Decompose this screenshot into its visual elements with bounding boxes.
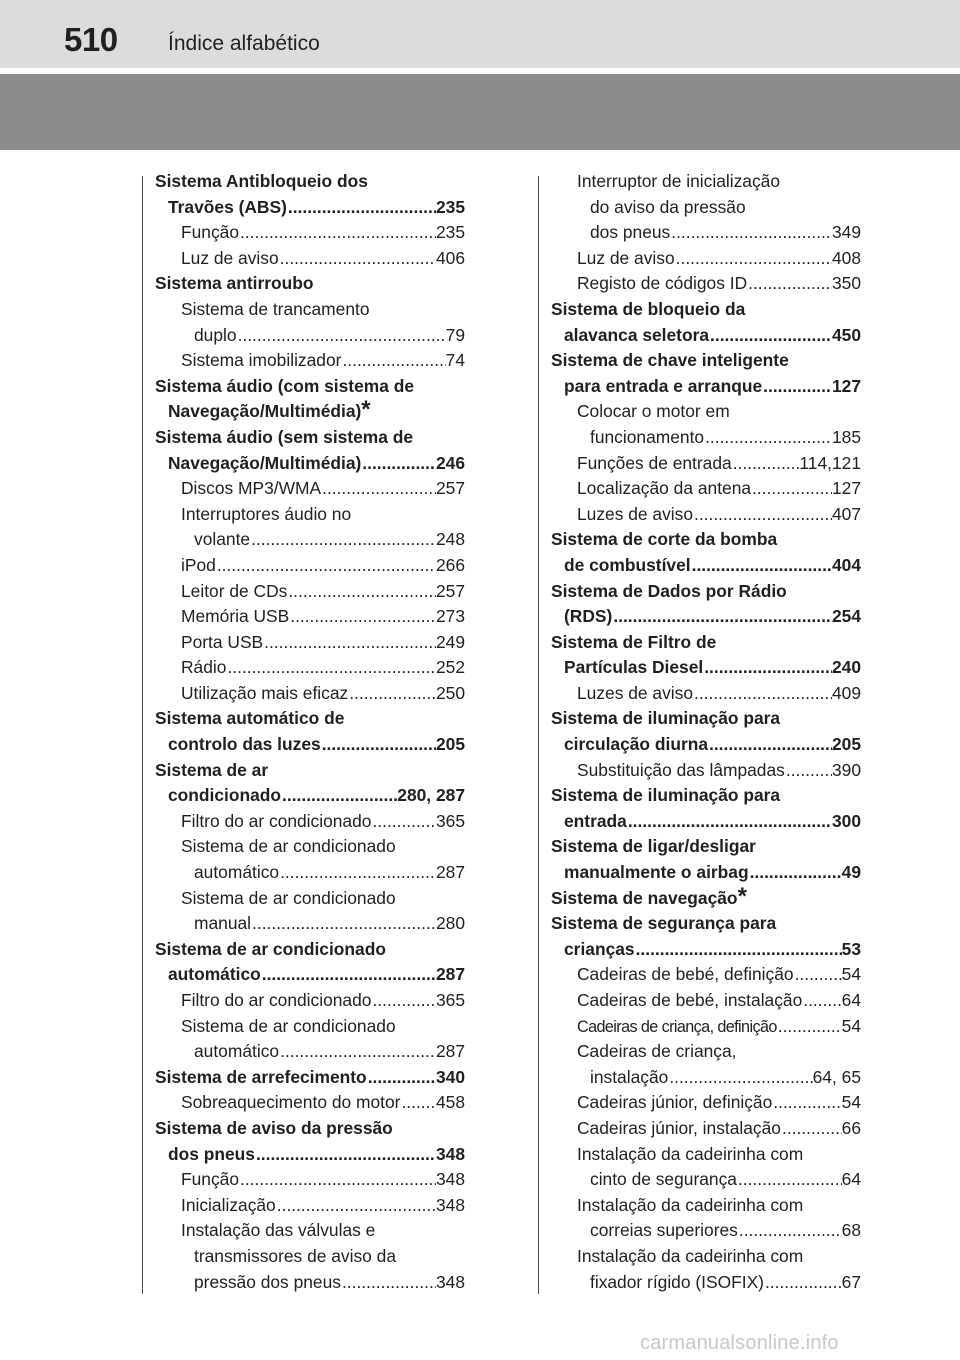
index-entry-text: Luz de aviso bbox=[181, 247, 279, 268]
leader-dots bbox=[772, 1090, 841, 1116]
leader-dots bbox=[781, 1116, 842, 1142]
index-entry-text: Sistema de arrefecimento bbox=[155, 1066, 367, 1087]
leader-dots bbox=[371, 809, 436, 835]
index-entry-page: 205 bbox=[435, 734, 465, 755]
leader-dots bbox=[764, 1270, 842, 1296]
leader-dots bbox=[668, 1065, 812, 1091]
index-entry-page: 408 bbox=[831, 247, 861, 268]
index-entry-text: Sistema antirroubo bbox=[155, 273, 314, 294]
header-band bbox=[0, 74, 960, 150]
index-entry-text: Sistema áudio (sem sistema de bbox=[155, 426, 414, 447]
index-entry-text: Função bbox=[181, 222, 240, 243]
leader-dots bbox=[675, 246, 832, 272]
leader-dots bbox=[691, 553, 832, 579]
leader-dots bbox=[802, 988, 841, 1014]
index-entry bbox=[155, 937, 465, 963]
index-entry-text: automático bbox=[194, 1041, 280, 1062]
index-entry-text: transmissores de aviso da bbox=[194, 1245, 397, 1266]
leader-dots bbox=[709, 323, 832, 349]
index-entry-page: 53 bbox=[841, 938, 861, 959]
index-entry bbox=[551, 834, 861, 860]
index-entry-text: Interruptores áudio no bbox=[181, 503, 352, 524]
index-entry-page: 254 bbox=[831, 606, 861, 627]
index-entry-page: 340 bbox=[435, 1066, 465, 1087]
index-entry-page: 406 bbox=[435, 247, 465, 268]
index-entry-text: Filtro do ar condicionado bbox=[181, 810, 372, 831]
leader-dots bbox=[250, 527, 436, 553]
index-entry-text: Sistema de ar condicionado bbox=[181, 1015, 396, 1036]
index-entry-text: fixador rígido (ISOFIX) bbox=[590, 1271, 764, 1292]
leader-dots bbox=[670, 220, 832, 246]
index-entry-page: 64, 65 bbox=[812, 1066, 861, 1087]
index-entry-text: manualmente o airbag bbox=[564, 862, 749, 883]
index-entry-text: do aviso da pressão bbox=[590, 196, 746, 217]
index-entry bbox=[551, 783, 861, 809]
index-entry bbox=[155, 502, 465, 528]
index-entry-text: Sistema de ar condicionado bbox=[181, 887, 396, 908]
leader-dots bbox=[279, 860, 436, 886]
index-entry-text: crianças bbox=[564, 938, 635, 959]
index-entry bbox=[155, 1116, 465, 1142]
index-entry-page: 349 bbox=[831, 222, 861, 243]
index-entry-page: 240 bbox=[831, 657, 861, 678]
leader-dots bbox=[693, 681, 832, 707]
index-entry-text: Sistema de ar condicionado bbox=[155, 938, 386, 959]
index-entry bbox=[155, 220, 465, 246]
leader-dots bbox=[777, 1014, 842, 1040]
index-entry bbox=[155, 604, 465, 630]
index-entry bbox=[155, 655, 465, 681]
index-entry-text: Sistema imobilizador bbox=[181, 350, 342, 371]
section-title: Índice alfabético bbox=[168, 32, 320, 55]
index-entry-text: Inicialização bbox=[181, 1194, 276, 1215]
index-entry bbox=[155, 323, 465, 349]
index-entry-page: 257 bbox=[435, 580, 465, 601]
index-entry bbox=[155, 297, 465, 323]
index-entry-text: Sistema de iluminação para bbox=[551, 708, 781, 729]
index-entry-page: 64 bbox=[841, 990, 861, 1010]
index-entry-text: volante bbox=[194, 529, 251, 550]
leader-dots bbox=[279, 246, 436, 272]
index-entry-text: condicionado bbox=[168, 785, 282, 806]
leader-dots bbox=[251, 911, 436, 937]
index-entry bbox=[155, 1167, 465, 1193]
index-entry bbox=[155, 195, 465, 221]
index-entry-page: 348 bbox=[435, 1194, 465, 1215]
index-entry-page: 266 bbox=[435, 554, 465, 575]
leader-dots bbox=[704, 425, 832, 451]
index-entry-text: Sistema de iluminação para bbox=[551, 785, 781, 806]
leader-dots bbox=[341, 1270, 436, 1296]
leader-dots bbox=[239, 220, 436, 246]
index-entry bbox=[551, 220, 861, 246]
leader-dots bbox=[287, 195, 436, 221]
index-entry-text: pressão dos pneus bbox=[194, 1271, 341, 1292]
index-entry bbox=[155, 911, 465, 937]
index-entry bbox=[155, 1014, 465, 1040]
index-entry bbox=[551, 758, 861, 784]
index-entry-text: circulação diurna bbox=[564, 734, 709, 755]
leader-dots bbox=[276, 1193, 436, 1219]
leader-dots bbox=[281, 783, 397, 809]
index-entry-text: de combustível bbox=[564, 554, 691, 575]
index-entry bbox=[551, 732, 861, 758]
index-column-right bbox=[551, 169, 861, 1295]
leader-dots bbox=[708, 732, 832, 758]
index-entry-text: Interruptor de inicialização bbox=[577, 171, 780, 191]
index-entry-page: 407 bbox=[831, 503, 861, 524]
index-entry-page: 350 bbox=[831, 273, 861, 294]
index-entry-text: Utilização mais eficaz bbox=[181, 682, 349, 703]
leader-dots bbox=[400, 1090, 436, 1116]
index-entry-text: Sistema de ar bbox=[155, 759, 269, 780]
index-entry bbox=[155, 783, 465, 809]
index-entry bbox=[551, 911, 861, 937]
index-entry-text: Partículas Diesel bbox=[564, 657, 704, 678]
index-entry bbox=[155, 630, 465, 656]
index-entry-text: Navegação/Multimédia) bbox=[168, 401, 362, 422]
index-entry-text: Cadeiras júnior, instalação bbox=[577, 1117, 781, 1138]
index-entry-page: 348 bbox=[435, 1143, 465, 1164]
index-entry-text: automático bbox=[194, 862, 280, 883]
index-entry bbox=[155, 271, 465, 297]
index-entry-text: Travões (ABS) bbox=[168, 196, 287, 217]
index-entry-text: Sistema de ar condicionado bbox=[181, 836, 396, 857]
header-bar bbox=[0, 0, 960, 68]
index-entry bbox=[155, 809, 465, 835]
index-entry-text: Sistema de ligar/desligar bbox=[551, 836, 756, 857]
leader-dots bbox=[703, 655, 832, 681]
leader-dots bbox=[738, 1218, 842, 1244]
index-entry-text: Sobreaquecimento do motor bbox=[181, 1092, 401, 1113]
index-entry bbox=[155, 553, 465, 579]
index-entry-text: manual bbox=[194, 913, 252, 934]
index-entry-text: controlo das luzes bbox=[168, 734, 321, 755]
index-entry bbox=[551, 937, 861, 963]
index-entry bbox=[155, 706, 465, 732]
leader-dots bbox=[367, 1065, 436, 1091]
index-entry-text: para entrada e arranque bbox=[564, 375, 763, 396]
leader-dots bbox=[255, 1142, 436, 1168]
column-rule-left bbox=[142, 176, 143, 1294]
index-entry-page: 273 bbox=[435, 606, 465, 627]
index-entry-text: Sistema de navegação bbox=[551, 887, 738, 908]
index-entry bbox=[551, 502, 861, 528]
leader-dots bbox=[216, 553, 436, 579]
leader-dots bbox=[348, 681, 436, 707]
index-entry-text: Sistema de Dados por Rádio bbox=[551, 580, 787, 601]
index-entry-text: automático bbox=[168, 964, 261, 985]
index-entry bbox=[155, 886, 465, 912]
index-entry bbox=[155, 1244, 465, 1270]
index-entry-text: Rádio bbox=[181, 657, 227, 678]
index-entry bbox=[551, 1218, 861, 1244]
index-entry bbox=[551, 630, 861, 656]
index-entry-page: 287 bbox=[435, 1041, 465, 1062]
index-entry-text: Instalação da cadeirinha com bbox=[577, 1143, 804, 1164]
index-entry bbox=[551, 271, 861, 297]
index-entry bbox=[155, 1218, 465, 1244]
leader-dots bbox=[341, 348, 445, 374]
index-entry bbox=[155, 527, 465, 553]
leader-dots bbox=[794, 962, 842, 988]
index-entry bbox=[551, 399, 861, 425]
index-entry-text: Funções de entrada bbox=[577, 452, 732, 473]
index-entry-text: iPod bbox=[181, 554, 216, 575]
index-entry-text: funcionamento bbox=[590, 426, 705, 447]
index-entry bbox=[551, 1065, 861, 1091]
index-entry-page: 348 bbox=[435, 1169, 465, 1190]
index-entry-text: (RDS) bbox=[564, 606, 613, 627]
index-entry bbox=[551, 579, 861, 605]
leader-dots bbox=[732, 451, 800, 477]
index-entry bbox=[551, 527, 861, 553]
index-entry-page: 390 bbox=[831, 759, 861, 780]
index-entry-text: Sistema automático de bbox=[155, 708, 345, 729]
index-entry-text: Registo de códigos ID bbox=[577, 273, 748, 294]
index-entry bbox=[155, 451, 465, 477]
index-entry: Sistema de navegação * bbox=[551, 885, 747, 910]
index-entry-page: 68 bbox=[841, 1220, 861, 1241]
index-entry-text: Instalação das válvulas e bbox=[181, 1220, 376, 1241]
leader-dots bbox=[239, 1167, 436, 1193]
index-entry-page: 127 bbox=[831, 375, 861, 396]
index-entry bbox=[551, 1014, 861, 1040]
index-entry-text: Luzes de aviso bbox=[577, 682, 694, 703]
index-entry-text: Instalação da cadeirinha com bbox=[577, 1194, 804, 1215]
leader-dots bbox=[371, 988, 436, 1014]
index-entry bbox=[551, 962, 861, 988]
index-entry-text: Substituição das lâmpadas bbox=[577, 759, 785, 780]
index-entry-text: dos pneus bbox=[590, 222, 671, 243]
index-entry-page: 114,121 bbox=[799, 452, 861, 473]
leader-dots bbox=[612, 604, 832, 630]
index-entry bbox=[155, 374, 465, 400]
index-entry-text: Sistema de aviso da pressão bbox=[155, 1117, 393, 1138]
index-entry-page: 54 bbox=[841, 1092, 861, 1113]
index-entry-page: 49 bbox=[841, 862, 861, 883]
index-entry bbox=[155, 758, 465, 784]
leader-dots bbox=[287, 579, 436, 605]
index-entry bbox=[551, 323, 861, 349]
index-entry-page: 280 bbox=[435, 913, 465, 934]
index-entry-text: Luz de aviso bbox=[577, 247, 675, 268]
index-entry bbox=[155, 579, 465, 605]
index-entry-text: cinto de segurança bbox=[590, 1169, 737, 1190]
index-entry bbox=[551, 451, 861, 477]
leader-dots bbox=[762, 374, 832, 400]
leader-dots bbox=[635, 937, 842, 963]
index-entry-page: 409 bbox=[831, 682, 861, 703]
index-entry-page: 127 bbox=[831, 478, 861, 499]
index-entry bbox=[155, 169, 465, 195]
index-entry-page: 79 bbox=[445, 324, 465, 345]
leader-dots bbox=[751, 476, 832, 502]
index-entry bbox=[551, 1039, 861, 1065]
index-entry-page: 54 bbox=[841, 1015, 861, 1036]
index-entry-text: Sistema áudio (com sistema de bbox=[155, 375, 415, 396]
leader-dots bbox=[237, 323, 446, 349]
index-entry-text: Cadeiras de bebé, definição bbox=[577, 964, 794, 985]
index-entry-text: Sistema Antibloqueio dos bbox=[155, 171, 368, 191]
index-entry bbox=[551, 297, 861, 323]
index-entry-page: 280, 287 bbox=[397, 785, 465, 806]
index-entry-text: instalação bbox=[590, 1066, 669, 1087]
index-entry-text: Sistema de trancamento bbox=[181, 298, 370, 319]
index-entry bbox=[551, 809, 861, 835]
leader-dots bbox=[693, 502, 832, 528]
index-entry-page: 458 bbox=[435, 1092, 465, 1113]
index-entry-page: 300 bbox=[831, 810, 861, 831]
index-entry-text: Cadeiras de criança, bbox=[577, 1041, 737, 1062]
index-entry-text: Instalação da cadeirinha com bbox=[577, 1245, 804, 1266]
index-entry-page: 248 bbox=[435, 529, 465, 550]
index-entry bbox=[155, 1065, 465, 1091]
index-entry bbox=[551, 169, 861, 195]
index-entry bbox=[551, 681, 861, 707]
index-entry bbox=[155, 834, 465, 860]
index-entry-text: Memória USB bbox=[181, 606, 290, 627]
index-entry bbox=[551, 1142, 861, 1168]
index-entry-text: Discos MP3/WMA bbox=[181, 478, 322, 499]
index-entry-page: 404 bbox=[831, 554, 861, 575]
index-entry bbox=[155, 246, 465, 272]
index-entry bbox=[155, 1142, 465, 1168]
index-entry bbox=[551, 988, 861, 1014]
index-entry-page: 67 bbox=[841, 1271, 861, 1292]
index-entry-page: 249 bbox=[435, 631, 465, 652]
index-entry-text: Sistema de corte da bomba bbox=[551, 529, 778, 550]
index-column-left bbox=[155, 169, 465, 1295]
leader-dots bbox=[737, 1167, 842, 1193]
index-entry-page: 287 bbox=[435, 862, 465, 883]
index-entry bbox=[551, 1116, 861, 1142]
leader-dots bbox=[747, 271, 832, 297]
index-entry bbox=[155, 1090, 465, 1116]
index-entry-page: 250 bbox=[435, 682, 465, 703]
index-entry bbox=[155, 988, 465, 1014]
index-entry-text: duplo bbox=[194, 324, 237, 345]
index-entry-text: alavanca seletora bbox=[564, 324, 710, 345]
index-entry bbox=[155, 732, 465, 758]
index-entry bbox=[551, 425, 861, 451]
index-entry-page: 185 bbox=[831, 426, 861, 447]
leader-dots bbox=[226, 655, 436, 681]
index-entry bbox=[155, 425, 465, 451]
index-entry-page: 66 bbox=[841, 1117, 861, 1138]
leader-dots bbox=[263, 630, 436, 656]
index-entry bbox=[155, 1270, 465, 1296]
index-entry-page: 287 bbox=[435, 964, 465, 985]
index-entry bbox=[551, 1193, 861, 1219]
leader-dots bbox=[361, 451, 436, 477]
index-entry bbox=[551, 374, 861, 400]
index-entry bbox=[155, 860, 465, 886]
index-entry bbox=[551, 1090, 861, 1116]
leader-dots bbox=[785, 758, 832, 784]
index-entry bbox=[551, 553, 861, 579]
index-entry-text: Porta USB bbox=[181, 631, 264, 652]
leader-dots bbox=[321, 732, 436, 758]
index-entry bbox=[551, 476, 861, 502]
index-entry-text: Luzes de aviso bbox=[577, 503, 694, 524]
index-entry-page: 235 bbox=[435, 222, 465, 243]
index-entry-text: Sistema de chave inteligente bbox=[551, 350, 789, 371]
column-rule-right bbox=[538, 176, 539, 1294]
index-entry bbox=[551, 1270, 861, 1296]
index-entry-text: entrada bbox=[564, 810, 627, 831]
index-entry-text: Cadeiras de criança, definição bbox=[577, 1017, 777, 1036]
index-entry-text: Função bbox=[181, 1169, 240, 1190]
index-entry bbox=[155, 681, 465, 707]
index-entry-page: 252 bbox=[435, 657, 465, 678]
index-entry-text: Cadeiras júnior, definição bbox=[577, 1092, 773, 1113]
index-entry-page: 54 bbox=[841, 964, 861, 985]
index-entry-text: Sistema de Filtro de bbox=[551, 631, 717, 652]
index-entry-text: Sistema de segurança para bbox=[551, 913, 777, 934]
index-entry-text: dos pneus bbox=[168, 1143, 255, 1164]
index-entry bbox=[551, 706, 861, 732]
index-entry-text: Cadeiras de bebé, instalação bbox=[577, 990, 803, 1010]
index-entry bbox=[155, 962, 465, 988]
leader-dots bbox=[749, 860, 842, 886]
index-entry-text: correias superiores bbox=[590, 1220, 738, 1241]
index-entry-page: 74 bbox=[445, 350, 465, 371]
index-entry-page: 257 bbox=[435, 478, 465, 499]
index-entry bbox=[551, 655, 861, 681]
index-entry bbox=[551, 348, 861, 374]
leader-dots bbox=[321, 476, 436, 502]
leader-dots bbox=[627, 809, 832, 835]
index-entry bbox=[155, 348, 465, 374]
index-entry bbox=[551, 860, 861, 886]
index-entry bbox=[155, 476, 465, 502]
index-entry-page: 64 bbox=[841, 1169, 861, 1190]
index-entry bbox=[551, 1167, 861, 1193]
index-entry-text: Sistema de bloqueio da bbox=[551, 298, 746, 319]
index-entry-page: 450 bbox=[831, 324, 861, 345]
index-entry-text: Leitor de CDs bbox=[181, 580, 288, 601]
page-number: 510 bbox=[64, 21, 118, 58]
watermark: carmanualsonline.info bbox=[640, 1332, 839, 1354]
index-entry-text: Filtro do ar condicionado bbox=[181, 990, 372, 1010]
index-entry: Navegação/Multimédia) * bbox=[168, 399, 371, 424]
index-entry-text: Colocar o motor em bbox=[577, 401, 730, 422]
index-entry-text: Localização da antena bbox=[577, 478, 752, 499]
index-entry bbox=[551, 246, 861, 272]
index-entry bbox=[155, 1193, 465, 1219]
index-entry bbox=[551, 1244, 861, 1270]
index-entry-page: 246 bbox=[435, 452, 465, 473]
leader-dots bbox=[279, 1039, 436, 1065]
index-entry-page: 365 bbox=[435, 990, 465, 1010]
leader-dots bbox=[261, 962, 436, 988]
index-entry-page: 365 bbox=[435, 810, 465, 831]
index-entry bbox=[551, 604, 861, 630]
index-entry-page: 235 bbox=[435, 196, 465, 217]
index-entry-page: 348 bbox=[435, 1271, 465, 1292]
leader-dots bbox=[289, 604, 436, 630]
index-entry bbox=[155, 1039, 465, 1065]
index-entry bbox=[551, 195, 861, 221]
index-entry-page: 205 bbox=[831, 734, 861, 755]
index-entry-text: Navegação/Multimédia) bbox=[168, 452, 362, 473]
